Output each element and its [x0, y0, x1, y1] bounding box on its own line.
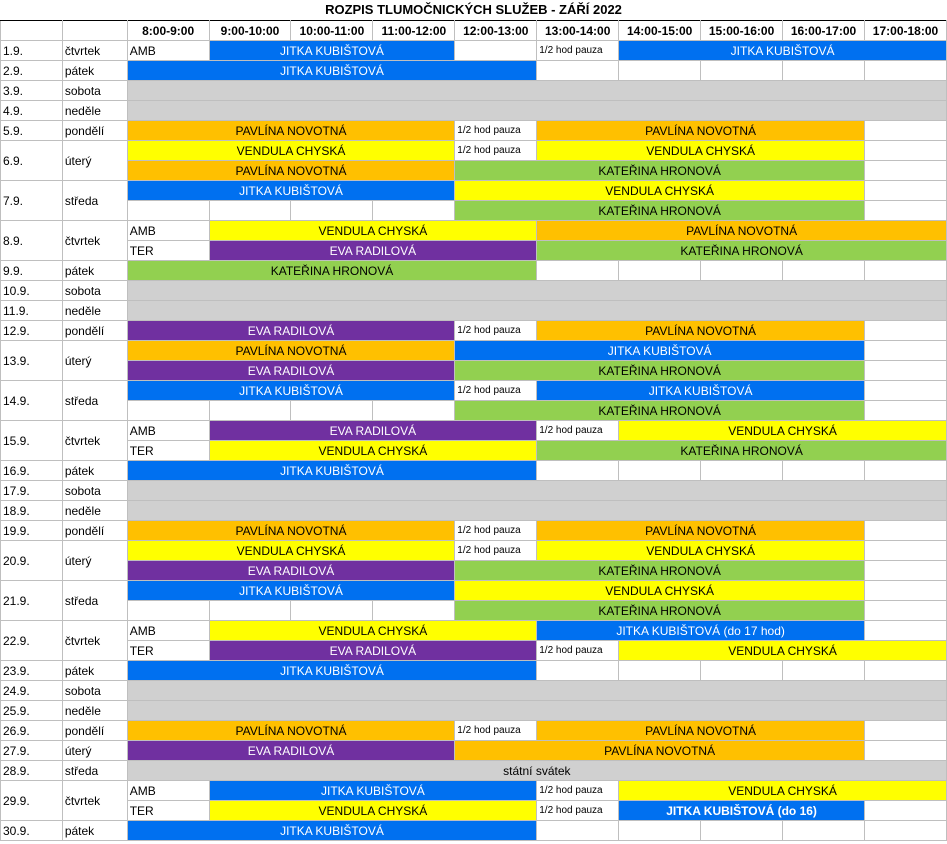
empty-cell	[209, 601, 291, 621]
weekday-cell: pátek	[62, 461, 127, 481]
weekday-cell: sobota	[62, 81, 127, 101]
shift-cell: KATEŘINA HRONOVÁ	[455, 601, 865, 621]
shift-cell: PAVLÍNA NOVOTNÁ	[127, 121, 455, 141]
empty-cell	[864, 801, 946, 821]
empty-cell	[701, 661, 783, 681]
time-slot-header: 15:00-16:00	[701, 21, 783, 41]
weekend-cell	[127, 281, 946, 301]
schedule-row	[1, 161, 947, 181]
empty-cell	[619, 661, 701, 681]
shift-cell: JITKA KUBIŠTOVÁ	[127, 661, 537, 681]
empty-cell	[783, 461, 865, 481]
schedule-row	[1, 241, 947, 261]
empty-cell	[127, 401, 209, 421]
weekend-cell	[127, 681, 946, 701]
weekend-cell	[127, 501, 946, 521]
weekday-cell: čtvrtek	[62, 41, 127, 61]
shift-cell: VENDULA CHYSKÁ	[537, 141, 865, 161]
time-slot-header: 9:00-10:00	[209, 21, 291, 41]
section-cell: TER	[127, 241, 209, 261]
empty-cell	[701, 821, 783, 841]
empty-cell	[864, 661, 946, 681]
pause-cell: 1/2 hod pauza	[537, 641, 619, 661]
date-cell: 18.9.	[1, 501, 63, 521]
date-cell: 1.9.	[1, 41, 63, 61]
weekday-cell: středa	[62, 581, 127, 621]
date-cell: 22.9.	[1, 621, 63, 661]
weekday-cell: úterý	[62, 541, 127, 581]
schedule-row	[1, 81, 947, 101]
section-cell: AMB	[127, 621, 209, 641]
schedule-row	[1, 761, 947, 781]
shift-cell: JITKA KUBIŠTOVÁ	[209, 41, 455, 61]
empty-cell	[373, 401, 455, 421]
schedule-row	[1, 541, 947, 561]
schedule-row	[1, 521, 947, 541]
date-cell: 7.9.	[1, 181, 63, 221]
date-cell: 4.9.	[1, 101, 63, 121]
empty-cell	[537, 61, 619, 81]
schedule-row	[1, 361, 947, 381]
weekday-cell: úterý	[62, 341, 127, 381]
header-day-cell	[62, 21, 127, 41]
shift-cell: VENDULA CHYSKÁ	[455, 581, 865, 601]
empty-cell	[127, 601, 209, 621]
date-cell: 8.9.	[1, 221, 63, 261]
empty-cell	[864, 161, 946, 181]
schedule-row	[1, 481, 947, 501]
empty-cell	[373, 201, 455, 221]
shift-cell: JITKA KUBIŠTOVÁ	[455, 341, 865, 361]
date-cell: 16.9.	[1, 461, 63, 481]
weekday-cell: sobota	[62, 681, 127, 701]
holiday-cell: státní svátek	[127, 761, 946, 781]
weekday-cell: pondělí	[62, 321, 127, 341]
date-cell: 30.9.	[1, 821, 63, 841]
date-cell: 24.9.	[1, 681, 63, 701]
weekday-cell: úterý	[62, 741, 127, 761]
empty-cell	[864, 541, 946, 561]
empty-cell	[373, 601, 455, 621]
empty-cell	[455, 41, 537, 61]
schedule-row	[1, 781, 947, 801]
shift-cell: PAVLÍNA NOVOTNÁ	[127, 521, 455, 541]
shift-cell: KATEŘINA HRONOVÁ	[455, 161, 865, 181]
shift-cell: VENDULA CHYSKÁ	[209, 441, 537, 461]
weekday-cell: neděle	[62, 101, 127, 121]
weekday-cell: sobota	[62, 281, 127, 301]
schedule-row	[1, 501, 947, 521]
weekday-cell: pátek	[62, 661, 127, 681]
weekday-cell: pátek	[62, 821, 127, 841]
shift-cell: JITKA KUBIŠTOVÁ	[127, 821, 537, 841]
shift-cell: PAVLÍNA NOVOTNÁ	[537, 721, 865, 741]
schedule-row	[1, 741, 947, 761]
pause-cell: 1/2 hod pauza	[455, 321, 537, 341]
schedule-row	[1, 141, 947, 161]
empty-cell	[864, 521, 946, 541]
shift-cell: EVA RADILOVÁ	[209, 241, 537, 261]
empty-cell	[783, 261, 865, 281]
weekday-cell: čtvrtek	[62, 621, 127, 661]
empty-cell	[864, 461, 946, 481]
date-cell: 28.9.	[1, 761, 63, 781]
weekend-cell	[127, 701, 946, 721]
shift-cell: JITKA KUBIŠTOVÁ (do 17 hod)	[537, 621, 865, 641]
date-cell: 12.9.	[1, 321, 63, 341]
schedule-row	[1, 661, 947, 681]
pause-cell: 1/2 hod pauza	[455, 381, 537, 401]
schedule-row	[1, 701, 947, 721]
schedule-row	[1, 621, 947, 641]
date-cell: 29.9.	[1, 781, 63, 821]
date-cell: 20.9.	[1, 541, 63, 581]
shift-cell: JITKA KUBIŠTOVÁ	[127, 61, 537, 81]
shift-cell: JITKA KUBIŠTOVÁ	[209, 781, 537, 801]
section-cell: AMB	[127, 781, 209, 801]
weekday-cell: neděle	[62, 501, 127, 521]
date-cell: 11.9.	[1, 301, 63, 321]
empty-cell	[783, 661, 865, 681]
pause-cell: 1/2 hod pauza	[537, 801, 619, 821]
shift-cell: KATEŘINA HRONOVÁ	[127, 261, 537, 281]
schedule-row	[1, 201, 947, 221]
weekday-cell: sobota	[62, 481, 127, 501]
shift-cell: PAVLÍNA NOVOTNÁ	[455, 741, 865, 761]
shift-cell: VENDULA CHYSKÁ	[209, 621, 537, 641]
shift-cell: EVA RADILOVÁ	[127, 321, 455, 341]
empty-cell	[291, 601, 373, 621]
weekday-cell: neděle	[62, 701, 127, 721]
empty-cell	[864, 601, 946, 621]
schedule-row	[1, 341, 947, 361]
pause-cell: 1/2 hod pauza	[537, 421, 619, 441]
time-slot-header: 8:00-9:00	[127, 21, 209, 41]
empty-cell	[864, 741, 946, 761]
shift-cell: VENDULA CHYSKÁ	[209, 221, 537, 241]
date-cell: 2.9.	[1, 61, 63, 81]
empty-cell	[864, 141, 946, 161]
shift-cell: KATEŘINA HRONOVÁ	[537, 441, 947, 461]
schedule-row	[1, 461, 947, 481]
empty-cell	[864, 341, 946, 361]
weekend-cell	[127, 81, 946, 101]
shift-cell: EVA RADILOVÁ	[127, 361, 455, 381]
shift-cell: VENDULA CHYSKÁ	[455, 181, 865, 201]
shift-cell: KATEŘINA HRONOVÁ	[455, 361, 865, 381]
empty-cell	[864, 401, 946, 421]
weekday-cell: středa	[62, 761, 127, 781]
schedule-row	[1, 261, 947, 281]
empty-cell	[619, 261, 701, 281]
pause-cell: 1/2 hod pauza	[455, 121, 537, 141]
schedule-row	[1, 721, 947, 741]
shift-cell: JITKA KUBIŠTOVÁ	[127, 181, 455, 201]
weekday-cell: neděle	[62, 301, 127, 321]
schedule-row	[1, 281, 947, 301]
shift-cell: JITKA KUBIŠTOVÁ	[127, 581, 455, 601]
empty-cell	[537, 261, 619, 281]
weekday-cell: čtvrtek	[62, 221, 127, 261]
shift-cell: VENDULA CHYSKÁ	[619, 421, 947, 441]
pause-cell: 1/2 hod pauza	[455, 541, 537, 561]
pause-cell: 1/2 hod pauza	[455, 521, 537, 541]
empty-cell	[864, 621, 946, 641]
shift-cell: KATEŘINA HRONOVÁ	[455, 561, 865, 581]
date-cell: 27.9.	[1, 741, 63, 761]
weekday-cell: pátek	[62, 261, 127, 281]
shift-cell: PAVLÍNA NOVOTNÁ	[537, 221, 947, 241]
empty-cell	[209, 201, 291, 221]
schedule-row	[1, 181, 947, 201]
weekday-cell: čtvrtek	[62, 421, 127, 461]
time-slot-header: 17:00-18:00	[864, 21, 946, 41]
date-cell: 3.9.	[1, 81, 63, 101]
schedule-row	[1, 821, 947, 841]
weekday-cell: čtvrtek	[62, 781, 127, 821]
empty-cell	[701, 461, 783, 481]
empty-cell	[701, 261, 783, 281]
empty-cell	[537, 461, 619, 481]
time-slot-header: 10:00-11:00	[291, 21, 373, 41]
shift-cell: EVA RADILOVÁ	[127, 741, 455, 761]
date-cell: 15.9.	[1, 421, 63, 461]
weekday-cell: úterý	[62, 141, 127, 181]
empty-cell	[783, 61, 865, 81]
shift-cell: VENDULA CHYSKÁ	[537, 541, 865, 561]
empty-cell	[864, 381, 946, 401]
section-cell: TER	[127, 641, 209, 661]
empty-cell	[864, 561, 946, 581]
date-cell: 13.9.	[1, 341, 63, 381]
empty-cell	[619, 461, 701, 481]
schedule-row	[1, 601, 947, 621]
empty-cell	[864, 821, 946, 841]
weekday-cell: pondělí	[62, 521, 127, 541]
empty-cell	[864, 181, 946, 201]
shift-cell: EVA RADILOVÁ	[127, 561, 455, 581]
shift-cell: KATEŘINA HRONOVÁ	[455, 401, 865, 421]
time-slot-header: 13:00-14:00	[537, 21, 619, 41]
weekend-cell	[127, 301, 946, 321]
schedule-row	[1, 61, 947, 81]
sheet-title: ROZPIS TLUMOČNICKÝCH SLUŽEB - ZÁŘÍ 2022	[325, 2, 622, 17]
shift-cell: PAVLÍNA NOVOTNÁ	[537, 321, 865, 341]
schedule-row	[1, 41, 947, 61]
schedule-row	[1, 581, 947, 601]
shift-cell: VENDULA CHYSKÁ	[127, 141, 455, 161]
shift-cell: KATEŘINA HRONOVÁ	[537, 241, 947, 261]
shift-cell: KATEŘINA HRONOVÁ	[455, 201, 865, 221]
empty-cell	[864, 321, 946, 341]
shift-cell: VENDULA CHYSKÁ	[127, 541, 455, 561]
weekday-cell: pátek	[62, 61, 127, 81]
time-slot-header: 12:00-13:00	[455, 21, 537, 41]
shift-cell: JITKA KUBIŠTOVÁ	[619, 41, 947, 61]
time-slot-header: 11:00-12:00	[373, 21, 455, 41]
schedule-row	[1, 441, 947, 461]
shift-cell: PAVLÍNA NOVOTNÁ	[537, 121, 865, 141]
shift-cell: PAVLÍNA NOVOTNÁ	[127, 161, 455, 181]
schedule-row	[1, 681, 947, 701]
shift-cell: PAVLÍNA NOVOTNÁ	[127, 721, 455, 741]
date-cell: 10.9.	[1, 281, 63, 301]
shift-cell: JITKA KUBIŠTOVÁ (do 16)	[619, 801, 865, 821]
weekday-cell: středa	[62, 381, 127, 421]
schedule-row	[1, 401, 947, 421]
schedule-row	[1, 321, 947, 341]
schedule-row	[1, 301, 947, 321]
date-cell: 21.9.	[1, 581, 63, 621]
shift-cell: VENDULA CHYSKÁ	[619, 781, 947, 801]
header-date-cell	[1, 21, 63, 41]
empty-cell	[619, 821, 701, 841]
section-cell: AMB	[127, 41, 209, 61]
shift-cell: PAVLÍNA NOVOTNÁ	[537, 521, 865, 541]
time-slot-header: 16:00-17:00	[783, 21, 865, 41]
schedule-table	[0, 20, 947, 841]
weekday-cell: středa	[62, 181, 127, 221]
schedule-row	[1, 561, 947, 581]
schedule-row	[1, 121, 947, 141]
weekday-cell: pondělí	[62, 721, 127, 741]
pause-cell: 1/2 hod pauza	[455, 141, 537, 161]
date-cell: 25.9.	[1, 701, 63, 721]
shift-cell: PAVLÍNA NOVOTNÁ	[127, 341, 455, 361]
empty-cell	[537, 661, 619, 681]
section-cell: AMB	[127, 421, 209, 441]
empty-cell	[291, 401, 373, 421]
empty-cell	[864, 361, 946, 381]
empty-cell	[864, 261, 946, 281]
date-cell: 6.9.	[1, 141, 63, 181]
empty-cell	[864, 61, 946, 81]
empty-cell	[864, 581, 946, 601]
empty-cell	[864, 201, 946, 221]
date-cell: 26.9.	[1, 721, 63, 741]
empty-cell	[127, 201, 209, 221]
shift-cell: VENDULA CHYSKÁ	[619, 641, 947, 661]
empty-cell	[701, 61, 783, 81]
date-cell: 5.9.	[1, 121, 63, 141]
date-cell: 9.9.	[1, 261, 63, 281]
shift-cell: JITKA KUBIŠTOVÁ	[537, 381, 865, 401]
shift-cell: JITKA KUBIŠTOVÁ	[127, 381, 455, 401]
time-slot-header: 14:00-15:00	[619, 21, 701, 41]
schedule-row	[1, 641, 947, 661]
shift-cell: EVA RADILOVÁ	[209, 421, 537, 441]
pause-cell: 1/2 hod pauza	[455, 721, 537, 741]
weekend-cell	[127, 481, 946, 501]
empty-cell	[537, 821, 619, 841]
empty-cell	[864, 121, 946, 141]
section-cell: TER	[127, 441, 209, 461]
date-cell: 23.9.	[1, 661, 63, 681]
weekday-cell: pondělí	[62, 121, 127, 141]
schedule-row	[1, 381, 947, 401]
date-cell: 19.9.	[1, 521, 63, 541]
header-row	[1, 21, 947, 41]
pause-cell: 1/2 hod pauza	[537, 781, 619, 801]
section-cell: TER	[127, 801, 209, 821]
schedule-row	[1, 101, 947, 121]
schedule-row	[1, 221, 947, 241]
schedule-row	[1, 421, 947, 441]
empty-cell	[209, 401, 291, 421]
weekend-cell	[127, 101, 946, 121]
date-cell: 14.9.	[1, 381, 63, 421]
shift-cell: VENDULA CHYSKÁ	[209, 801, 537, 821]
empty-cell	[619, 61, 701, 81]
empty-cell	[783, 821, 865, 841]
date-cell: 17.9.	[1, 481, 63, 501]
shift-cell: EVA RADILOVÁ	[209, 641, 537, 661]
pause-cell: 1/2 hod pauza	[537, 41, 619, 61]
shift-cell: JITKA KUBIŠTOVÁ	[127, 461, 537, 481]
empty-cell	[864, 721, 946, 741]
section-cell: AMB	[127, 221, 209, 241]
empty-cell	[291, 201, 373, 221]
schedule-row	[1, 801, 947, 821]
